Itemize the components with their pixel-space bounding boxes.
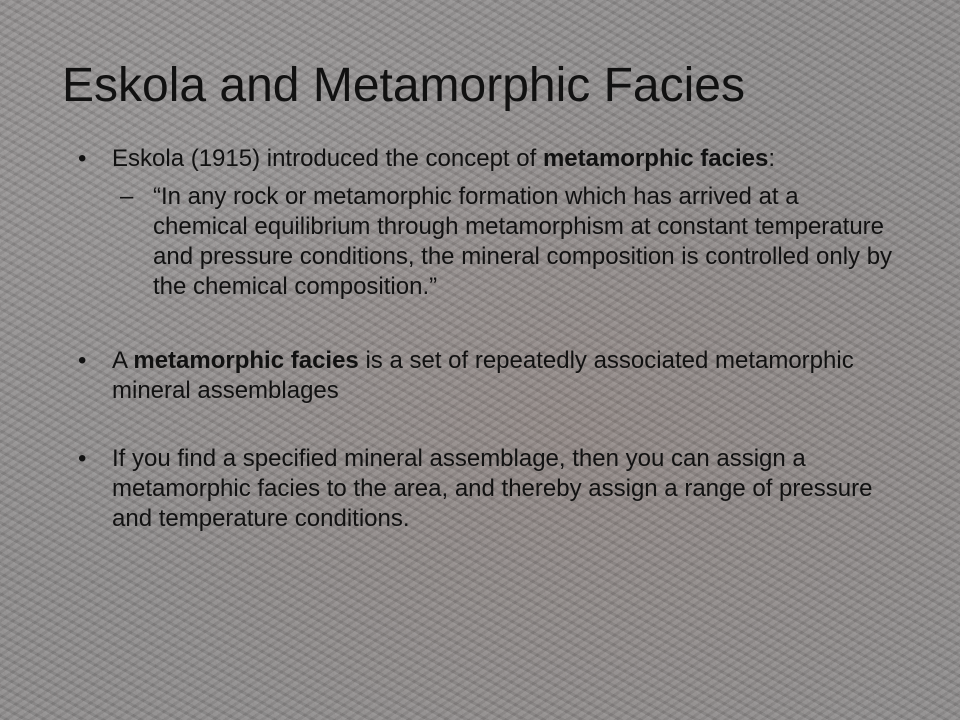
bullet-text: Eskola (1915) introduced the concept of (112, 145, 543, 172)
bullet-text-suffix: : (768, 145, 776, 172)
bullet-text: A (112, 347, 134, 374)
subbullet-text: “In any rock or metamorphic formation which has arrived at a chemical equilibrium through metamorphism at constant temperature and pressure conditions, the mineral composition is controlled only by the chemical composition.” (153, 183, 893, 300)
bullet-bold-term: metamorphic facies (542, 145, 769, 172)
bullet-facies-definition (78, 346, 898, 406)
bullet-assign-facies (78, 444, 898, 534)
slide-content (78, 144, 898, 542)
bullet-eskola-concept (78, 144, 898, 174)
subbullet-eskola-quote (78, 182, 898, 302)
slide-title: Eskola and Metamorphic Facies (62, 59, 745, 112)
bullet-text-suffix: is a set of repeatedly associated metamorphic mineral assemblages (112, 347, 854, 404)
bullet-marker: • (78, 145, 87, 172)
subbullet-marker: – (120, 183, 134, 210)
bullet-text: If you find a specified mineral assemblage, then you can assign a metamorphic facies to the area, and thereby assign a range of pressure and temperature conditions. (112, 445, 873, 532)
bullet-bold-term: metamorphic facies (133, 347, 359, 374)
bullet-marker: • (78, 445, 87, 472)
bullet-marker: • (78, 347, 87, 374)
